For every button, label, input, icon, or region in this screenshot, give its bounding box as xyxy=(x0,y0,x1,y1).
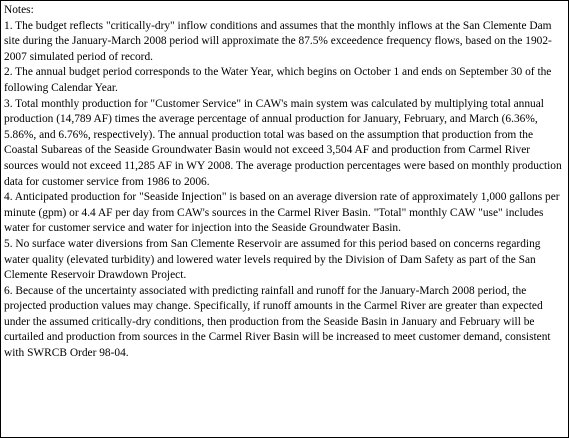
note-6: 6. Because of the uncertainty associated with predicting rainfall and runoff for the January-March 2008 period, the projected production values may change. Specifically, if runoff amounts in the Carmel River are greater than expected under the assumed critically-dry conditions, then production from the Seaside Basin in January and February will be curtailed and production from sources in the Carmel River Basin will be increased to meet customer demand, consistent with SWRCB Order 98-04. xyxy=(4,284,551,360)
note-3: 3. Total monthly production for "Customer Service" in CAW's main system was calculated by multiplying total annual production (14,789 AF) times the average percentage of annual production for January, February, and March (6.36%, 5.86%, and 6.76%, respectively). The annual production total was based on the assumption that production from the Coastal Subareas of the Seaside Groundwater Basin would not exceed 3,504 AF and production from Carmel River sources would not exceed 11,285 AF in WY 2008. The average production percentages were based on monthly production data for customer service from 1986 to 2006. xyxy=(4,97,562,188)
note-2: 2. The annual budget period corresponds to the Water Year, which begins on October 1 and ends on September 30 of the following Calendar Year. xyxy=(4,66,552,94)
notes-text xyxy=(1,1,568,362)
note-5: 5. No surface water diversions from San Clemente Reservoir are assumed for this period based on concerns regarding water quality (elevated turbidity) and lowered water levels required by the Division of Dam Safety as part of the San Clemente Reservoir Drawdown Project. xyxy=(4,237,541,282)
note-1: 1. The budget reflects "critically-dry" inflow conditions and assumes that the monthly inflows at the San Clemente Dam site during the January-March 2008 period will approximate the 87.5% exceedence frequency flows, based on the 1902-2007 simulated period of record. xyxy=(4,19,552,63)
notes-title: Notes: xyxy=(4,4,34,16)
note-4: 4. Anticipated production for "Seaside Injection" is based on an average diversion rate of approximately 1,000 gallons per minute (gpm) or 4.4 AF per day from CAW's sources in the Carmel River Basin. "Total" monthly CAW "use" includes water for customer service and water for injection into the Seaside Groundwater Basin. xyxy=(4,191,560,235)
